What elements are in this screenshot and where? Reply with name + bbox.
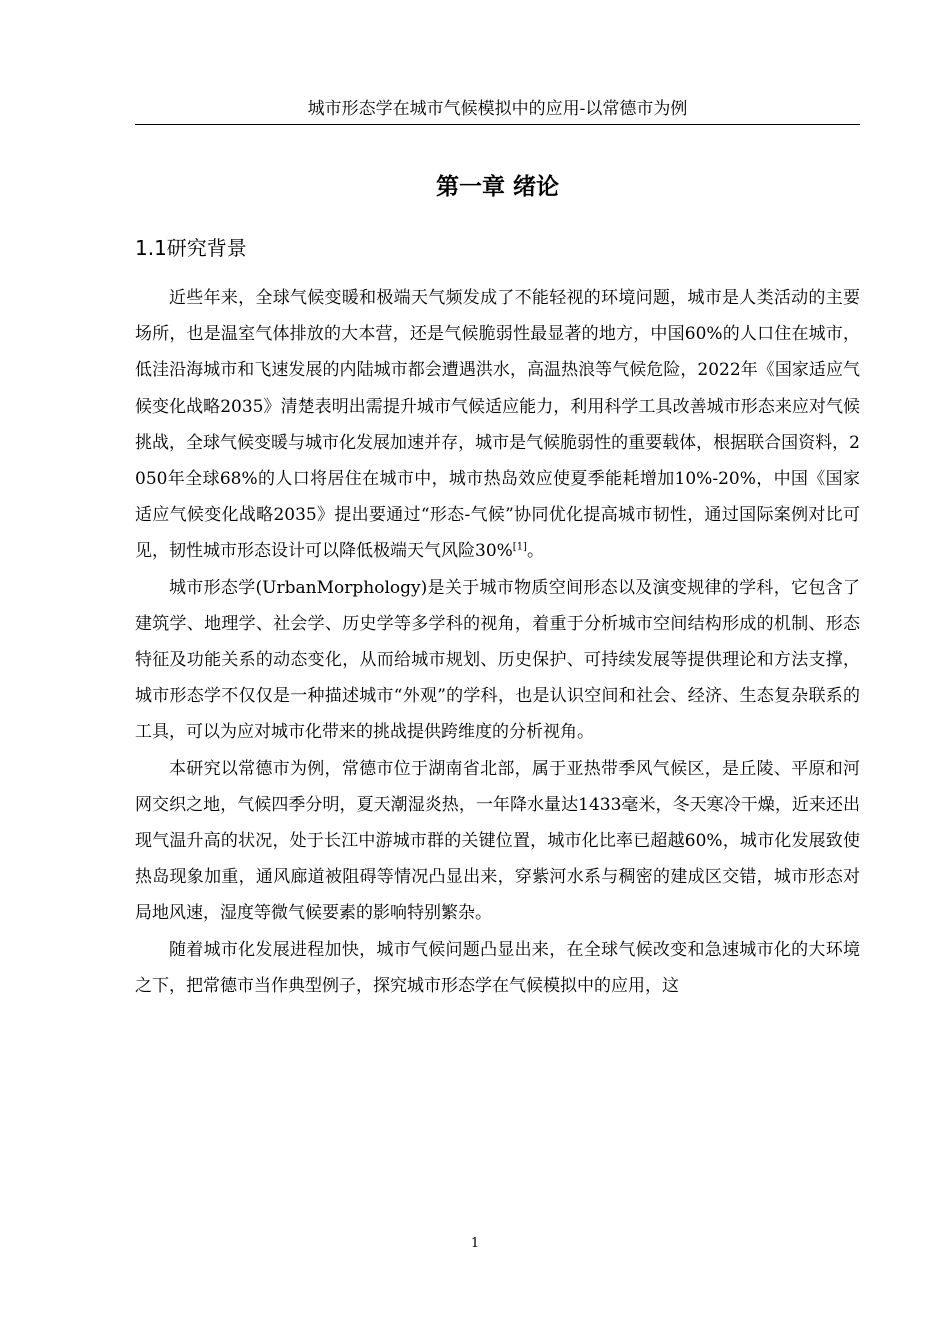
body-text (135, 280, 860, 1004)
paragraph-2: 城市形态学(UrbanMorphology)是关于城市物质空间形态以及演变规律的学科，它包含了建筑学、地理学、社会学、历史学等多学科的视角，着重于分析城市空间结构形成的机制、形态特征及功能关系的动态变化，从而给城市规划、历史保护、可持续发展等提供理论和方法支撑，城市形态学不仅仅是一种描述城市“外观”的学科，也是认识空间和社会、经济、生态复杂联系的工具，可以为应对城市化带来的挑战提供跨维度的分析视角。 (135, 577, 860, 743)
paragraph-1 (135, 280, 860, 570)
paragraph-4: 随着城市化发展进程加快，城市气候问题凸显出来，在全球气候改变和急速城市化的大环境之下，把常德市当作典型例子，探究城市形态学在气候模拟中的应用，这 (135, 939, 860, 996)
paragraph-3: 本研究以常德市为例，常德市位于湖南省北部，属于亚热带季风气候区，是丘陵、平原和河网交织之地，气候四季分明，夏天潮湿炎热，一年降水量达1433毫米，冬天寒冷干燥，近来还出现气温升高的状况，处于长江中游城市群的关键位置，城市化比率已超越60%，城市化发展致使热岛现象加重，通风廊道被阻碍等情况凸显出来，穿紫河水系与稠密的建成区交错，城市形态对局地风速，湿度等微气候要素的影响特别繁杂。 (135, 758, 860, 924)
header-divider (135, 124, 860, 125)
section-heading: 1.1研究背景 (135, 236, 247, 260)
running-header: 城市形态学在城市气候模拟中的应用-以常德市为例 (307, 99, 688, 119)
paragraph-1-text: 近些年来，全球气候变暖和极端天气频发成了不能轻视的环境问题，城市是人类活动的主要场所，也是温室气体排放的大本营，还是气候脆弱性最显著的地方，中国60%的人口住在城市，低洼沿海城市和飞速发展的内陆城市都会遭遇洪水，高温热浪等气候危险，2022年《国家适应气候变化战略2035》清楚表明出需提升城市气候适应能力，利用科学工具改善城市形态来应对气候挑战，全球气候变暖与城市化发展加速并存，城市是气候脆弱性的重要载体，根据联合国资料，2050年全球68%的人口将居住在城市中，城市热岛效应使夏季能耗增加10%-20%，中国《国家适应气候变化战略2035》提出要通过“形态-气候”协同优化提高城市韧性，通过国际案例对比可见，韧性城市形态设计可以降低极端天气风险30% (135, 288, 860, 562)
chapter-title: 第一章 绪论 (435, 174, 559, 200)
citation-marker: [1] (512, 541, 527, 553)
paragraph-1-end: 。 (526, 541, 544, 562)
page-number: 1 (470, 1236, 480, 1251)
